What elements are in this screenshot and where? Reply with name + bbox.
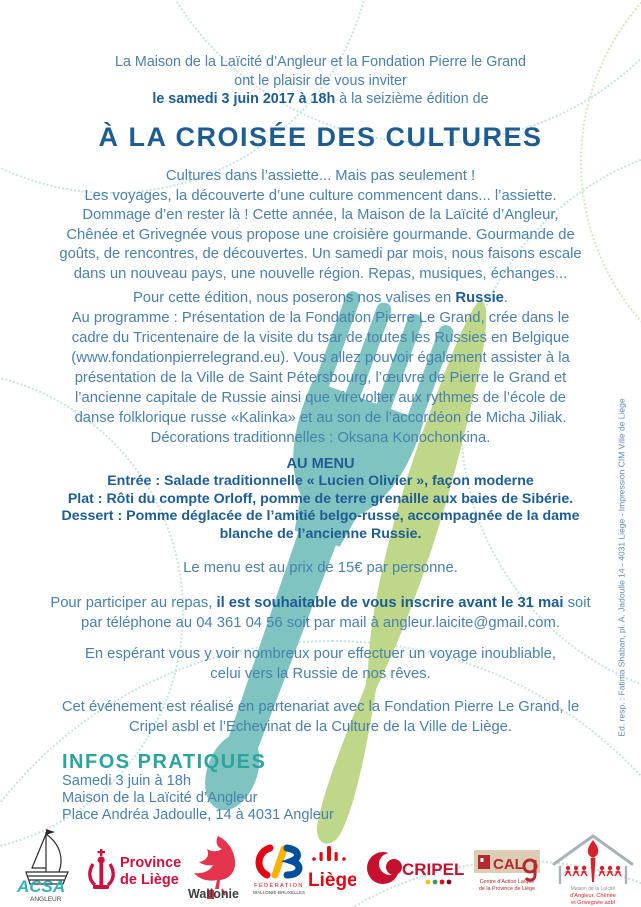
intro-date-rest: à la seizième édition de: [335, 91, 489, 108]
closing-line: celui vers la Russie de nos rêves.: [210, 665, 431, 682]
paragraph-line: cadre du Tricentenaire de la visite du tsar de toutes les Russies en Belgique: [71, 330, 570, 346]
province-de-liege-icon: [86, 848, 182, 894]
paragraph-line: Cultures dans l’assiette... Mais pas seulement !: [165, 168, 476, 184]
logo-federation-wallonie-bruxelles: [248, 842, 310, 903]
program-paragraph: [20, 288, 621, 448]
paragraph-line: Décorations traditionnelles : Oksana Konochonkina.: [150, 430, 491, 446]
paragraph-line: l’ancienne capitale de Russie ainsi que virevolter aux rythmes de l’école de: [74, 390, 567, 406]
closing-wish-block: [20, 645, 621, 684]
paragraph-line: Dommage d’en rester là ! Cette année, la Maison de la Laïcité d’Angleur,: [82, 207, 559, 223]
edition-lead: Pour cette édition, nous poserons nos valises en: [132, 290, 456, 306]
cal-icon: [474, 846, 542, 898]
paragraph-line: (www.fondationpierrelegrand.eu). Vous allez pouvoir également assister à la: [71, 350, 570, 366]
paragraph-line: Les voyages, la découverte d’une culture commencent dans... l’assiette.: [84, 187, 557, 204]
menu-plat: Plat : Rôti du compte Orloff, pomme de terre grenaille aux baies de Sibérie.: [67, 490, 574, 507]
logo-cal-province-liege: [474, 846, 542, 903]
liege-label: Liège: [308, 870, 356, 891]
intro-line: La Maison de la Laïcité d’Angleur et la Fondation Pierre le Grand: [115, 54, 526, 70]
practical-info-block: [62, 751, 334, 823]
maison-sub1: Maison de la Laïcité: [570, 886, 616, 892]
registration-pre: Pour participer au repas,: [50, 595, 217, 611]
menu-entree: Entrée : Salade traditionnelle « Lucien Olivier », façon moderne: [107, 473, 534, 489]
destination-country: Russie: [455, 290, 504, 306]
federation-line1: FÉDÉRATION: [254, 883, 304, 889]
wallonie-rooster-icon: [182, 834, 250, 900]
menu-price: Le menu est au prix de 15€ par personne.: [183, 560, 458, 576]
province-line2: de Liège: [120, 872, 179, 888]
closing-line: En espérant vous y voir nombreux pour effectuer un voyage inoubliable,: [84, 646, 557, 662]
acsa-sublabel: ANGLEUR: [30, 896, 62, 903]
partnership-line: Cet événement est réalisé en partenariat avec la Fondation Pierre Le Grand, le: [61, 699, 580, 715]
paragraph-line: goûts, de rencontres, de découvertes. Un samedi par mois, nous faisons escale: [59, 246, 582, 262]
info-address: Place Andréa Jadoulle, 14 à 4031 Angleur: [62, 806, 334, 823]
event-date: le samedi 3 juin 2017 à 18h: [152, 91, 336, 108]
federation-wb-icon: [248, 842, 310, 898]
paragraph-line: Au programme : Présentation de la Fondation Pierre Le Grand, crée dans le: [71, 310, 570, 326]
concept-paragraph: [20, 167, 621, 284]
page-title: À LA CROISÉE DES CULTURES: [98, 122, 543, 152]
paragraph-line: présentation de la Ville de Saint Pétersbourg, l’œuvre de Pierre le Grand et: [74, 370, 567, 386]
acsa-label: ACSA: [17, 877, 66, 896]
liege-perron-icon: [306, 844, 356, 900]
cal-sub1: Centre d'Action Laïque: [479, 879, 535, 885]
menu-dessert: Dessert : Pomme déglacée de l’amitié belgo-russe, accompagnée de la dame: [61, 508, 580, 525]
edition-lead-end: .: [503, 290, 509, 306]
registration-post: soit: [563, 595, 591, 611]
logo-cripel: [364, 848, 464, 897]
info-venue: Maison de la Laïcité d’Angleur: [62, 789, 258, 806]
registration-block: [20, 594, 621, 633]
registration-line: [20, 594, 621, 614]
paragraph-line: danse folklorique russe «Kalinka» et au son de l’accordéon de Micha Jiliak.: [74, 410, 567, 426]
price-line: [20, 559, 621, 579]
maison-sub2: d'Angleur, Chênée: [570, 893, 616, 899]
registration-contact: par téléphone au 04 361 04 56 soit par mail à angleur.laicite@gmail.com.: [81, 614, 560, 631]
paragraph-line: dans un nouveau pays, une nouvelle région. Repas, musiques, échanges...: [73, 265, 568, 282]
partner-logos-row: [0, 820, 641, 907]
intro-line: ont le plaisir de vous inviter: [234, 72, 407, 89]
logo-maison-laicite: [548, 828, 638, 907]
cal-sub2: de la Province de Liège: [478, 886, 536, 892]
menu-block: [20, 455, 621, 543]
edition-responsible-note: Ed. resp. : Fatima Shaban, pl. A. Jadoulle 14 - 4031 Liège - Impression CIM Ville de Liège: [616, 398, 627, 737]
laicite-house-icon: [548, 828, 638, 906]
wallonie-label: Wallonie: [188, 887, 239, 900]
intro-date-line: [20, 90, 621, 109]
info-date: Samedi 3 juin à 18h: [62, 773, 191, 789]
menu-dessert-cont: blanche de l’ancienne Russie.: [219, 525, 422, 542]
federation-line2: WALLONIE-BRUXELLES: [252, 890, 306, 895]
logo-province-de-liege: [86, 848, 182, 899]
logo-ville-de-liege: [306, 844, 356, 905]
paragraph-line: [20, 288, 621, 308]
practical-info-heading: INFOS PRATIQUES: [62, 751, 267, 773]
province-line1: Province: [120, 855, 182, 871]
cripel-label: CRIPEL: [402, 860, 464, 879]
paragraph-line: Chênée et Grivegnée vous propose une croisière gourmande. Gourmande de: [66, 226, 575, 243]
intro-block: [20, 53, 621, 109]
logo-wallonie: [182, 834, 250, 905]
maison-sub3: et Grivegnée asbl: [571, 900, 615, 906]
partnership-line: Cripel asbl et l’Echevinat de la Culture de la Ville de Liège.: [128, 718, 513, 735]
cripel-icon: [364, 848, 464, 892]
menu-heading: AU MENU: [286, 456, 355, 472]
partnership-block: [20, 698, 621, 737]
cal-label: CAL: [493, 856, 524, 873]
sailboat-icon: [12, 826, 80, 904]
logo-acsa-angleur: [12, 826, 80, 907]
registration-deadline: il est souhaitable de vous inscrire avant le 31 mai: [216, 595, 564, 611]
